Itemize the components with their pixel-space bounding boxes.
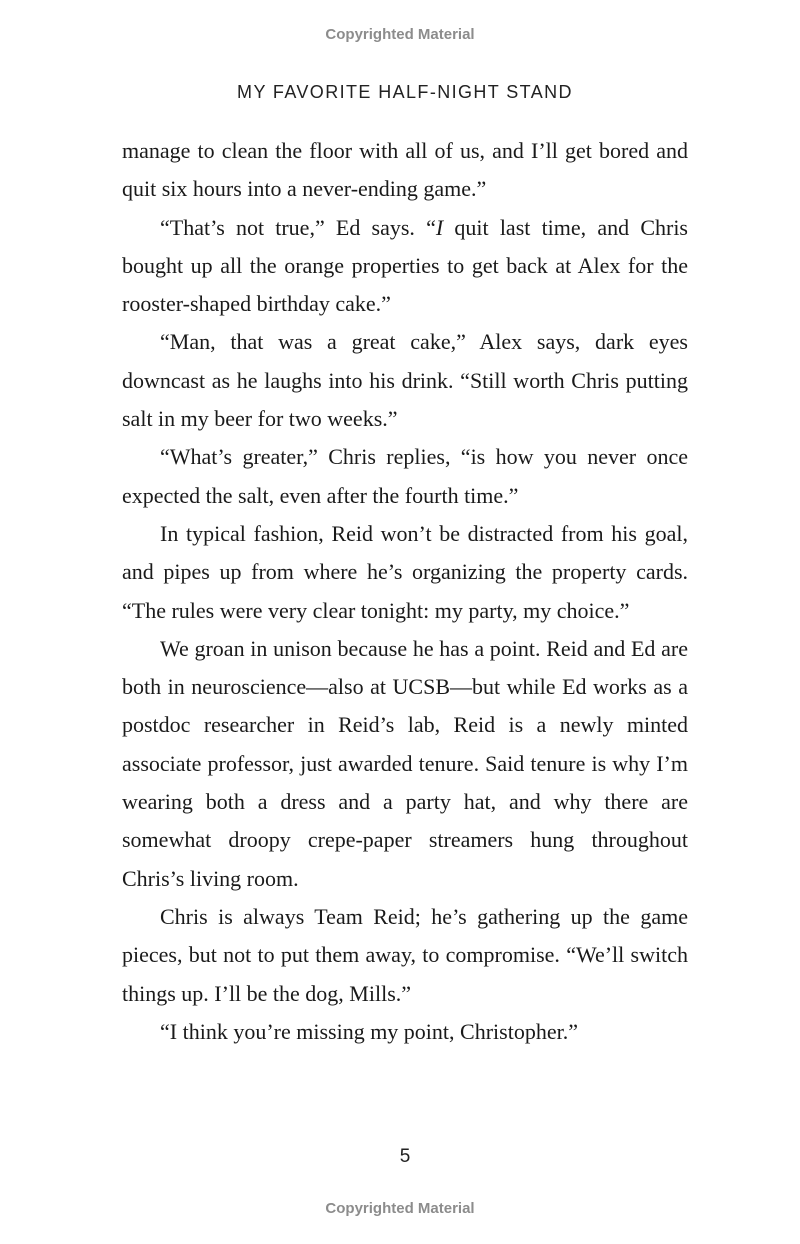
copyright-watermark-bottom: Copyrighted Material [325, 1200, 475, 1217]
paragraph-4: “What’s greater,” Chris replies, “is how you never once expected the salt, even after the fourth time.” [122, 444, 688, 508]
body-text [122, 132, 688, 1051]
copyright-watermark-top: Copyrighted Material [325, 26, 475, 43]
paragraph-2: “That’s not true,” Ed says. “I quit last time, and Chris bought up all the orange properties to get back at Alex for the rooster-shaped birthday cake.” [122, 214, 688, 317]
paragraph-5: In typical fashion, Reid won’t be distracted from his goal, and pipes up from where he’s organizing the property cards. “The rules were very clear tonight: my party, my choice.” [122, 520, 688, 623]
running-head: MY FAVORITE HALF-NIGHT STAND [237, 82, 573, 102]
paragraph-7: Chris is always Team Reid; he’s gathering up the game pieces, but not to put them away, to compromise. “We’ll switch things up. I’ll be the dog, Mills.” [122, 903, 688, 1006]
paragraph-3: “Man, that was a great cake,” Alex says, dark eyes downcast as he laughs into his drink. “Still worth Chris putting salt in my beer for two weeks.” [122, 329, 688, 432]
paragraph-1: manage to clean the floor with all of us, and I’ll get bored and quit six hours into a never-ending game.” [122, 138, 688, 202]
emphasis: I [435, 214, 444, 240]
page-number: 5 [399, 1146, 411, 1167]
paragraph-8: “I think you’re missing my point, Christopher.” [160, 1018, 578, 1044]
paragraph-6: We groan in unison because he has a point. Reid and Ed are both in neuroscience—also at UCSB—but while Ed works as a postdoc researcher in Reid’s lab, Reid is a newly minted associate professor, just awarded tenure. Said tenure is why I’m wearing both a dress and a party hat, and why there are somewhat droopy crepe-paper streamers hung throughout Chris’s living room. [122, 635, 688, 891]
